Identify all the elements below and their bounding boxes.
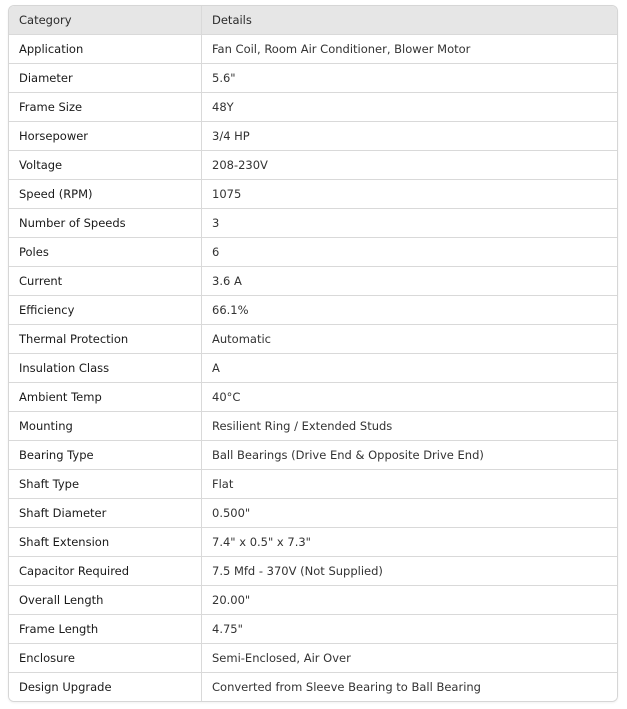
- details-cell: Flat: [202, 470, 618, 499]
- details-cell: 7.4" x 0.5" x 7.3": [202, 528, 618, 557]
- category-cell: Shaft Diameter: [9, 499, 202, 528]
- header-details: Details: [202, 6, 618, 35]
- details-cell: A: [202, 354, 618, 383]
- table-row: [9, 441, 617, 470]
- details-cell: Ball Bearings (Drive End & Opposite Drive End): [202, 441, 618, 470]
- category-cell: Shaft Type: [9, 470, 202, 499]
- details-cell: Fan Coil, Room Air Conditioner, Blower Motor: [202, 35, 618, 64]
- table-row: [9, 180, 617, 209]
- table-row: [9, 499, 617, 528]
- table-row: [9, 238, 617, 267]
- category-cell: Horsepower: [9, 122, 202, 151]
- table-row: [9, 412, 617, 441]
- table-row: [9, 354, 617, 383]
- details-cell: Resilient Ring / Extended Studs: [202, 412, 618, 441]
- table-row: [9, 470, 617, 499]
- table-row: [9, 296, 617, 325]
- category-cell: Speed (RPM): [9, 180, 202, 209]
- category-cell: Shaft Extension: [9, 528, 202, 557]
- category-cell: Number of Speeds: [9, 209, 202, 238]
- category-cell: Voltage: [9, 151, 202, 180]
- header-category: Category: [9, 6, 202, 35]
- table-body: [9, 35, 617, 702]
- table-row: [9, 209, 617, 238]
- spec-table-container: [8, 5, 618, 702]
- category-cell: Diameter: [9, 64, 202, 93]
- table-row: [9, 151, 617, 180]
- details-cell: 3.6 A: [202, 267, 618, 296]
- category-cell: Frame Size: [9, 93, 202, 122]
- table-row: [9, 267, 617, 296]
- category-cell: Capacitor Required: [9, 557, 202, 586]
- category-cell: Enclosure: [9, 644, 202, 673]
- details-cell: 48Y: [202, 93, 618, 122]
- category-cell: Poles: [9, 238, 202, 267]
- category-cell: Frame Length: [9, 615, 202, 644]
- details-cell: Automatic: [202, 325, 618, 354]
- table-row: [9, 122, 617, 151]
- category-cell: Thermal Protection: [9, 325, 202, 354]
- details-cell: 7.5 Mfd - 370V (Not Supplied): [202, 557, 618, 586]
- details-cell: 6: [202, 238, 618, 267]
- details-cell: 5.6": [202, 64, 618, 93]
- details-cell: 3/4 HP: [202, 122, 618, 151]
- category-cell: Ambient Temp: [9, 383, 202, 412]
- table-row: [9, 35, 617, 64]
- table-row: [9, 615, 617, 644]
- details-cell: Converted from Sleeve Bearing to Ball Bearing: [202, 673, 618, 702]
- category-cell: Design Upgrade: [9, 673, 202, 702]
- spec-table: [9, 6, 617, 701]
- table-row: [9, 528, 617, 557]
- details-cell: 0.500": [202, 499, 618, 528]
- table-row: [9, 383, 617, 412]
- table-row: [9, 64, 617, 93]
- table-row: [9, 93, 617, 122]
- details-cell: 4.75": [202, 615, 618, 644]
- details-cell: 3: [202, 209, 618, 238]
- details-cell: 40°C: [202, 383, 618, 412]
- table-row: [9, 673, 617, 702]
- details-cell: 1075: [202, 180, 618, 209]
- table-header-row: [9, 6, 617, 35]
- category-cell: Efficiency: [9, 296, 202, 325]
- details-cell: 66.1%: [202, 296, 618, 325]
- category-cell: Overall Length: [9, 586, 202, 615]
- details-cell: 208-230V: [202, 151, 618, 180]
- category-cell: Bearing Type: [9, 441, 202, 470]
- category-cell: Insulation Class: [9, 354, 202, 383]
- category-cell: Application: [9, 35, 202, 64]
- table-row: [9, 325, 617, 354]
- category-cell: Mounting: [9, 412, 202, 441]
- table-row: [9, 644, 617, 673]
- table-row: [9, 557, 617, 586]
- table-row: [9, 586, 617, 615]
- details-cell: Semi-Enclosed, Air Over: [202, 644, 618, 673]
- category-cell: Current: [9, 267, 202, 296]
- details-cell: 20.00": [202, 586, 618, 615]
